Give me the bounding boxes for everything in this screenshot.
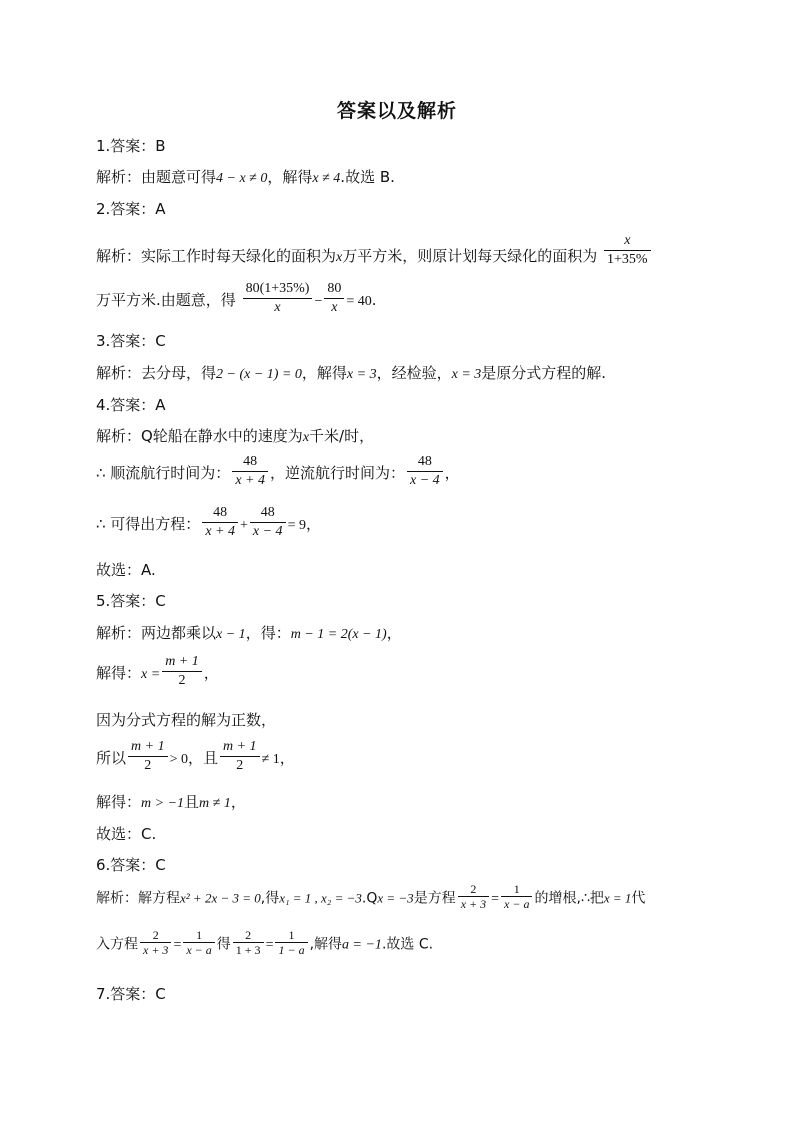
q4-exp1-text-b: 千米/时， bbox=[309, 427, 375, 445]
q2-exp1-text-b: 万平方米，则原计划每天绿化的面积为 bbox=[342, 247, 598, 265]
q6-fe-num: 2 bbox=[233, 928, 264, 943]
q6-l1-math-1: x² + 2x − 3 = 0 bbox=[180, 890, 261, 906]
q6-l1-math-2: x₁ = 1 , x₂ = −3 bbox=[279, 890, 362, 906]
q3-exp-math-3: x = 3 bbox=[451, 367, 482, 382]
q2-end: . bbox=[371, 291, 377, 309]
q5-f-den: 2 bbox=[178, 673, 186, 688]
q2-exp1-text-a: 解析：实际工作时每天绿化的面积为 bbox=[96, 247, 337, 265]
q5-l2-text-a: 解得： bbox=[96, 664, 142, 682]
q2-frac1-den: 1+35% bbox=[607, 252, 648, 267]
q4-answer: 4.答案：A bbox=[96, 396, 166, 414]
q2-frac2-den: x bbox=[274, 300, 281, 315]
q4-explanation-line-1 bbox=[96, 425, 702, 449]
q5-l5-math-2: m ≠ 1 bbox=[199, 796, 231, 811]
q2-answer: 2.答案：A bbox=[96, 200, 166, 218]
q3-exp-math-1: 2 − (x − 1) = 0 bbox=[216, 367, 302, 382]
q5-fraction-1 bbox=[162, 653, 202, 690]
q4-f1-den: x + 4 bbox=[235, 473, 265, 488]
q4-l2-text-c: ， bbox=[444, 464, 460, 482]
q5-l4-text-b: ，且 bbox=[187, 749, 218, 767]
q5-f-num: m + 1 bbox=[162, 653, 202, 672]
q6-l2-text-a: 入方程 bbox=[96, 936, 138, 953]
q6-fraction-f bbox=[275, 928, 307, 957]
page-title: 答案以及解析 bbox=[336, 100, 457, 122]
q4-f2-den: x − 4 bbox=[410, 473, 440, 488]
q5-l1-math-1: x − 1 bbox=[216, 627, 246, 642]
q5-explanation-line-3: 因为分式方程的解为正数， bbox=[96, 711, 277, 729]
q2-frac3-num: 80 bbox=[324, 280, 344, 299]
q4-l3-text-a: ∴ 可得出方程： bbox=[96, 515, 201, 533]
q5-l1-math-2: m − 1 = 2(x − 1) bbox=[290, 627, 387, 642]
q4-fraction-1 bbox=[232, 453, 268, 490]
q4-eq: = 9 bbox=[287, 518, 306, 533]
q2-frac1-num: x bbox=[604, 232, 651, 251]
q6-explanation-line-2 bbox=[96, 930, 702, 970]
q4-l2-text-b: ，逆流航行时间为： bbox=[269, 464, 405, 482]
q6-l1-math-3: x = −3 bbox=[377, 890, 414, 906]
q3-explanation bbox=[96, 362, 702, 386]
q5-l4-math-2: ≠ 1 bbox=[261, 752, 280, 767]
q2-frac3-den: x bbox=[331, 300, 338, 315]
q6-l1-eq: = bbox=[491, 891, 500, 907]
q6-l1-text-d: 是方程 bbox=[413, 890, 456, 907]
q6-fc-den: x + 3 bbox=[143, 943, 169, 957]
q5-f2-num: m + 1 bbox=[128, 738, 168, 757]
q4-plus: + bbox=[239, 518, 248, 533]
q3-exp-text-c: ，经检验， bbox=[376, 364, 452, 382]
q2-eq-tail: = 40 bbox=[346, 294, 372, 309]
q6-l2-eq-1: = bbox=[173, 937, 182, 953]
q4-f4-num: 48 bbox=[250, 504, 286, 523]
q5-f2-den: 2 bbox=[144, 758, 152, 773]
q1-exp-text-b: ，解得 bbox=[267, 168, 313, 186]
q6-l2-text-b: 得 bbox=[216, 936, 231, 953]
q5-fraction-2 bbox=[128, 738, 168, 775]
q4-fraction-3 bbox=[202, 504, 238, 541]
q3-exp-text-d: 是原分式方程的解. bbox=[481, 364, 607, 382]
q5-explanation-line-5 bbox=[96, 791, 702, 815]
q6-explanation-line-1 bbox=[96, 884, 702, 924]
q4-exp1-x: x bbox=[302, 430, 310, 445]
q2-exp1-x: x bbox=[336, 250, 343, 265]
q5-l1-text-a: 解析：两边都乘以 bbox=[96, 624, 217, 642]
q7-answer: 7.答案：C bbox=[96, 985, 166, 1003]
q5-l4-text-a: 所以 bbox=[96, 749, 127, 767]
q2-fraction-1 bbox=[604, 232, 651, 269]
q1-exp-text-c: .故选 B. bbox=[340, 168, 395, 186]
q4-f4-den: x − 4 bbox=[252, 524, 283, 539]
q6-fraction-b bbox=[501, 882, 532, 911]
q5-l1-text-b: ，得： bbox=[245, 624, 291, 642]
q6-l1-math-4: x = 1 bbox=[603, 890, 632, 906]
q6-l2-math: a = −1 bbox=[342, 937, 382, 953]
q4-f3-num: 48 bbox=[202, 504, 238, 523]
q5-l5-text-b: 且 bbox=[184, 793, 200, 811]
q4-l3-text-c: ， bbox=[305, 515, 321, 533]
q6-fa-den: x + 3 bbox=[460, 897, 487, 911]
q2-fraction-3 bbox=[324, 280, 344, 317]
q6-l2-text-c: ,解得 bbox=[309, 936, 343, 953]
q2-exp2-text-a: 万平方米.由题意，得 bbox=[96, 291, 236, 309]
q2-minus: − bbox=[314, 294, 323, 309]
q4-exp1-text-a: 解析：Q轮船在静水中的速度为 bbox=[96, 427, 303, 445]
q5-l1-text-c: ， bbox=[386, 624, 402, 642]
q1-explanation bbox=[96, 166, 702, 190]
q4-f3-den: x + 4 bbox=[205, 524, 235, 539]
q3-answer: 3.答案：C bbox=[96, 332, 166, 350]
q2-explanation-line-2 bbox=[96, 282, 702, 326]
q6-fb-num: 1 bbox=[501, 882, 532, 897]
q5-l5-math-1: m > −1 bbox=[141, 796, 185, 811]
q4-f2-num: 48 bbox=[407, 453, 443, 472]
q6-fa-num: 2 bbox=[458, 882, 489, 897]
q5-explanation-line-1 bbox=[96, 622, 702, 646]
q6-l2-eq-2: = bbox=[265, 937, 274, 953]
q6-l2-text-d: .故选 C. bbox=[381, 936, 434, 953]
q6-fraction-e bbox=[233, 928, 264, 957]
q3-exp-text-a: 解析：去分母，得 bbox=[96, 364, 217, 382]
q5-l4-math-1: > 0 bbox=[169, 752, 188, 767]
q5-explanation-line-4 bbox=[96, 740, 702, 784]
q4-fraction-4 bbox=[250, 504, 286, 541]
q6-answer: 6.答案：C bbox=[96, 856, 166, 874]
q4-l2-text-a: ∴ 顺流航行时间为： bbox=[96, 464, 231, 482]
q6-fc-num: 2 bbox=[140, 928, 171, 943]
q2-fraction-2 bbox=[243, 280, 313, 317]
q5-l5-text-a: 解得： bbox=[96, 793, 142, 811]
q6-fd-den: x − a bbox=[186, 943, 212, 957]
q5-conclusion: 故选：C. bbox=[96, 825, 157, 843]
q4-f1-num: 48 bbox=[232, 453, 268, 472]
q5-f3-num: m + 1 bbox=[220, 738, 260, 757]
q2-frac2-num: 80(1+35%) bbox=[243, 280, 313, 299]
q1-exp-math-2: x ≠ 4 bbox=[312, 171, 341, 186]
q4-fraction-2 bbox=[407, 453, 443, 490]
q5-l2-text-c: ， bbox=[203, 664, 219, 682]
q2-explanation-line-1 bbox=[96, 232, 702, 272]
q4-explanation-line-2 bbox=[96, 455, 702, 499]
q6-l1-text-b: ,得 bbox=[260, 890, 280, 907]
q5-l5-text-c: ， bbox=[230, 793, 246, 811]
q3-exp-math-2: x = 3 bbox=[346, 367, 377, 382]
q6-l1-text-e: 的增根,∴把 bbox=[534, 890, 604, 907]
q6-fraction-a bbox=[458, 882, 489, 911]
q6-fraction-d bbox=[183, 928, 214, 957]
q5-fraction-3 bbox=[220, 738, 260, 775]
q5-answer: 5.答案：C bbox=[96, 592, 166, 610]
q5-explanation-line-2 bbox=[96, 655, 702, 699]
q6-l1-text-a: 解析：解方程 bbox=[96, 890, 180, 907]
q6-l1-text-f: 代 bbox=[631, 890, 646, 907]
q1-exp-text-a: 解析：由题意可得 bbox=[96, 168, 217, 186]
q5-l2-math: x = bbox=[141, 667, 161, 682]
q4-explanation-line-3 bbox=[96, 506, 702, 550]
q1-exp-math-1: 4 − x ≠ 0 bbox=[216, 171, 268, 186]
q5-l4-text-c: ， bbox=[279, 749, 295, 767]
q6-fe-den: 1 + 3 bbox=[235, 943, 261, 957]
q6-ff-den: 1 − a bbox=[278, 943, 305, 957]
q3-exp-text-b: ，解得 bbox=[301, 364, 347, 382]
q5-f3-den: 2 bbox=[236, 758, 244, 773]
q1-answer: 1.答案：B bbox=[96, 137, 166, 155]
q6-fb-den: x − a bbox=[504, 897, 530, 911]
q6-l1-text-c: .Q bbox=[361, 890, 378, 907]
q6-fraction-c bbox=[140, 928, 171, 957]
q6-fd-num: 1 bbox=[183, 928, 214, 943]
q6-ff-num: 1 bbox=[275, 928, 307, 943]
q4-conclusion: 故选：A. bbox=[96, 561, 156, 579]
